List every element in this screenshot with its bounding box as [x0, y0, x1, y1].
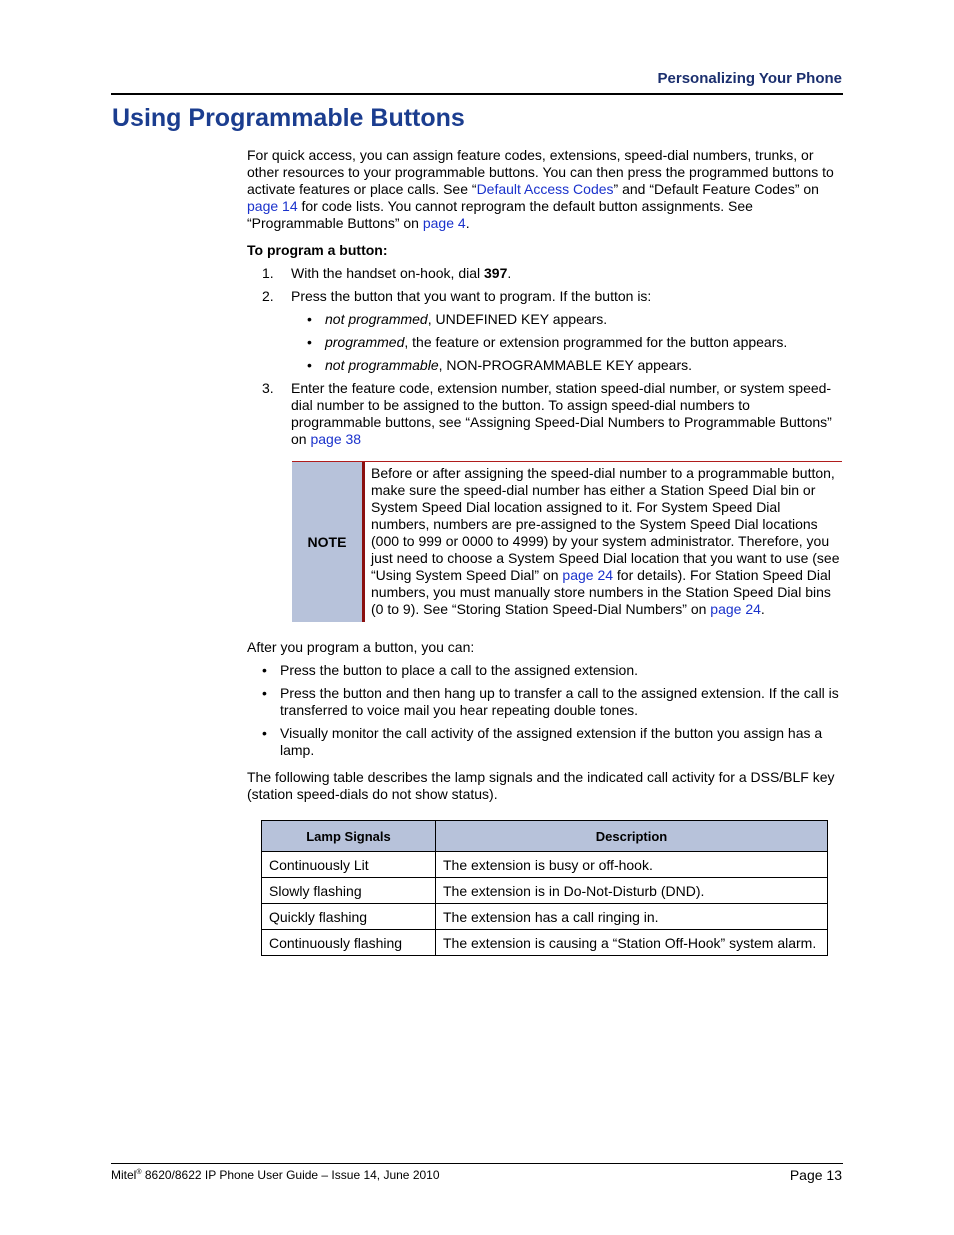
intro-text-3: for code lists. You cannot reprogram the default button assignments. See “Programmable Buttons” on — [247, 198, 753, 231]
intro-paragraph — [247, 147, 843, 232]
option-state: programmed — [325, 334, 405, 350]
procedure-steps — [247, 265, 843, 448]
step-1-text: With the handset on-hook, dial — [291, 265, 485, 281]
lamp-signals-table — [261, 820, 828, 956]
note-body — [365, 462, 842, 622]
note-text-3: . — [760, 601, 765, 617]
lamp-signal-cell: Slowly flashing — [262, 878, 436, 904]
intro-text-1: For quick access, you can assign feature codes, extensions, speed-dial numbers, trunks, or other resources to your programmable buttons. You can then press the programmed buttons to activate features or place calls. See “ — [247, 147, 834, 197]
step-number: 3. — [262, 380, 274, 396]
link-default-access-codes[interactable]: Default Access Codes — [476, 181, 614, 197]
description-cell: The extension has a call ringing in. — [436, 904, 828, 930]
table-row — [262, 904, 828, 930]
page-title: Using Programmable Buttons — [112, 104, 465, 132]
after-intro: After you program a button, you can: — [247, 639, 475, 655]
procedure-heading: To program a button: — [247, 242, 388, 258]
header-rule — [111, 93, 843, 95]
list-item: • Press the button to place a call to the assigned extension. — [247, 662, 843, 679]
step-3-text: Enter the feature code, extension number, station speed-dial number, or system speed-dial number to be assigned to the button. To assign speed-dial numbers to programmable buttons, see “Assigning Speed-Dial Numbers to Programmable Buttons” on — [291, 380, 832, 447]
link-page-14[interactable]: page 14 — [247, 198, 298, 214]
link-page-38[interactable]: page 38 — [310, 431, 362, 447]
table-row — [262, 878, 828, 904]
note-text-1: Before or after assigning the speed-dial number to a programmable button, make sure the speed-dial number has either a Station Speed Dial bin or System Speed Dial location assigned to it. For System Speed Dial numbers, numbers are pre-assigned to the System Speed Dial locations (000 to 999 or 0000 to 4999) by your system administrator. Therefore, you just need to choose a System Speed Dial location that you want to use (see “Using System Speed Dial” on — [371, 465, 840, 583]
lamp-signal-cell: Continuously flashing — [262, 930, 436, 956]
option-state: not programmed — [325, 311, 428, 327]
intro-text-4: . — [465, 215, 470, 231]
table-row — [262, 930, 828, 956]
description-cell: The extension is busy or off-hook. — [436, 852, 828, 878]
link-page-4[interactable]: page 4 — [422, 215, 466, 231]
column-header-lamp-signals: Lamp Signals — [262, 821, 436, 852]
step-number: 1. — [262, 265, 274, 281]
column-header-description: Description — [436, 821, 828, 852]
list-item — [291, 311, 843, 328]
list-item: • Visually monitor the call activity of the assigned extension if the button you assign has a lamp. — [247, 725, 843, 759]
lamp-signal-cell: Quickly flashing — [262, 904, 436, 930]
option-state: not programmable — [325, 357, 439, 373]
option-text: , the feature or extension programmed for the button appears. — [404, 334, 788, 350]
note-text-2: for details). For Station Speed Dial numbers, you must manually store numbers in the Station Speed Dial bins (0 to 9). See “Storing Station Speed-Dial Numbers” on — [371, 567, 831, 617]
list-item — [291, 357, 843, 374]
table-intro: The following table describes the lamp signals and the indicated call activity for a DSS/BLF key (station speed-dials do not show status). — [247, 769, 835, 802]
table-row — [262, 852, 828, 878]
footer-rule — [111, 1163, 843, 1164]
step-2-text: Press the button that you want to program. If the button is: — [291, 288, 652, 304]
step-1-code: 397 — [484, 265, 508, 281]
intro-text-2: ” and “Default Feature Codes” on — [613, 181, 819, 197]
table-header-row — [262, 821, 828, 852]
list-item: • Press the button and then hang up to transfer a call to the assigned extension. If the call is transferred to voice mail you hear repeating double tones. — [247, 685, 843, 719]
after-bullets — [247, 662, 843, 759]
footer-brand: Mitel — [111, 1168, 137, 1182]
description-cell: The extension is in Do-Not-Disturb (DND). — [436, 878, 828, 904]
step-number: 2. — [262, 288, 274, 304]
note-label: NOTE — [292, 462, 365, 622]
lamp-signal-cell: Continuously Lit — [262, 852, 436, 878]
option-text: , NON-PROGRAMMABLE KEY appears. — [438, 357, 692, 373]
step-1 — [247, 265, 843, 282]
step-2-options — [291, 311, 843, 374]
note-box — [292, 461, 842, 622]
option-text: , UNDEFINED KEY appears. — [427, 311, 608, 327]
step-2 — [247, 288, 843, 374]
step-1-end: . — [507, 265, 512, 281]
page-number: Page 13 — [789, 1167, 842, 1183]
link-page-24-system[interactable]: page 24 — [562, 567, 614, 583]
footer-doc-text: 8620/8622 IP Phone User Guide – Issue 14, June 2010 — [141, 1168, 440, 1182]
footer-document-title — [111, 1168, 440, 1182]
main-content — [247, 147, 843, 803]
list-item — [291, 334, 843, 351]
link-page-24-station[interactable]: page 24 — [710, 601, 761, 617]
description-cell: The extension is causing a “Station Off-Hook” system alarm. — [436, 930, 828, 956]
section-header: Personalizing Your Phone — [657, 70, 842, 87]
step-3 — [247, 380, 843, 448]
registered-mark: ® — [136, 1169, 142, 1176]
